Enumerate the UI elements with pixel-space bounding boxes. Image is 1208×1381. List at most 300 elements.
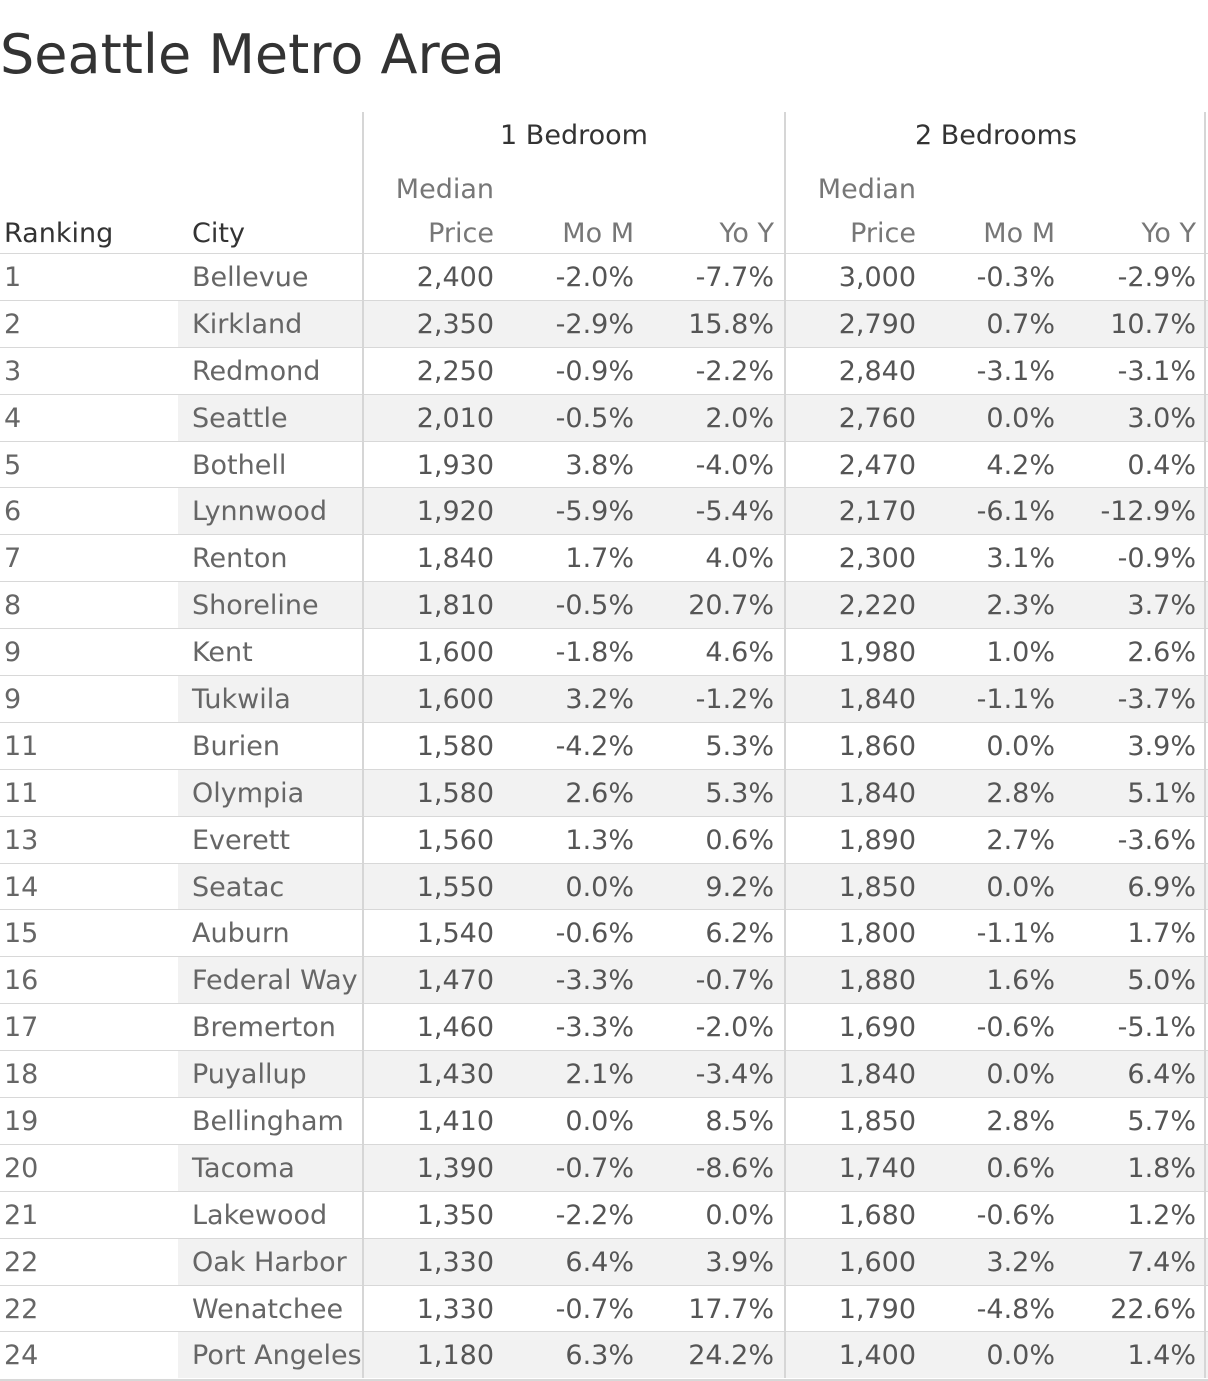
- cell-yoy-1br: 6.2%: [705, 918, 774, 950]
- column-divider: [784, 1002, 786, 1050]
- column-divider: [1204, 1096, 1206, 1144]
- cell-mom-1br: 0.0%: [565, 1106, 634, 1138]
- cell-mom-1br: -0.7%: [555, 1293, 634, 1325]
- cell-city: Lakewood: [192, 1199, 328, 1231]
- column-divider: [784, 1237, 786, 1285]
- cell-ranking: 18: [4, 1059, 39, 1091]
- cell-yoy-1br: 8.5%: [705, 1106, 774, 1138]
- cell-median-price-1br: 1,330: [416, 1293, 494, 1325]
- cell-city: Wenatchee: [192, 1293, 344, 1325]
- cell-mom-1br: 6.3%: [565, 1340, 634, 1372]
- column-divider: [362, 862, 364, 910]
- column-divider: [1204, 580, 1206, 628]
- cell-ranking: 8: [4, 590, 22, 622]
- table-row: [0, 1238, 1208, 1285]
- cell-ranking: 19: [4, 1106, 39, 1138]
- cell-median-price-1br: 2,350: [416, 308, 494, 340]
- cell-yoy-1br: 9.2%: [705, 871, 774, 903]
- cell-yoy-1br: 0.0%: [705, 1199, 774, 1231]
- column-divider: [362, 627, 364, 675]
- cell-city: Kirkland: [178, 301, 362, 347]
- cell-mom-1br: -0.6%: [555, 918, 634, 950]
- column-divider: [784, 393, 786, 441]
- cell-yoy-2br: -3.7%: [1117, 684, 1196, 716]
- cell-median-price-1br: 1,350: [416, 1199, 494, 1231]
- cell-yoy-2br: 3.0%: [1127, 402, 1196, 434]
- table-row: [0, 1144, 1208, 1191]
- column-divider: [362, 815, 364, 863]
- cell-mom-2br: 0.6%: [986, 1152, 1055, 1184]
- column-divider: [362, 908, 364, 956]
- table-row: [0, 909, 1208, 956]
- cell-mom-2br: -4.8%: [976, 1293, 1055, 1325]
- cell-yoy-2br: 5.7%: [1127, 1106, 1196, 1138]
- cell-city: Kent: [192, 637, 253, 669]
- column-divider: [1204, 299, 1206, 347]
- cell-yoy-1br: 2.0%: [705, 402, 774, 434]
- column-divider: [784, 955, 786, 1003]
- cell-yoy-1br: 17.7%: [688, 1293, 774, 1325]
- column-divider: [362, 1284, 364, 1332]
- column-divider: [1204, 393, 1206, 441]
- cell-mom-1br: 3.2%: [565, 684, 634, 716]
- cell-ranking: 17: [4, 1012, 39, 1044]
- table-row: [0, 487, 1208, 534]
- table-row: [0, 722, 1208, 769]
- cell-city: Seattle: [178, 395, 362, 441]
- column-divider: [784, 674, 786, 722]
- column-divider: [1204, 440, 1206, 488]
- cell-mom-1br: -4.2%: [555, 730, 634, 762]
- column-divider: [784, 1049, 786, 1097]
- cell-yoy-1br: 5.3%: [705, 777, 774, 809]
- cell-city: Bothell: [192, 449, 287, 481]
- cell-mom-2br: -0.6%: [976, 1012, 1055, 1044]
- cell-mom-1br: 1.7%: [565, 543, 634, 575]
- column-divider: [784, 1143, 786, 1191]
- cell-yoy-2br: -3.6%: [1117, 824, 1196, 856]
- cell-mom-2br: -3.1%: [976, 355, 1055, 387]
- column-divider: [784, 1096, 786, 1144]
- cell-median-price-1br: 1,810: [416, 590, 494, 622]
- cell-ranking: 21: [4, 1199, 39, 1231]
- cell-median-price-1br: 1,930: [416, 449, 494, 481]
- cell-median-price-1br: 1,180: [416, 1340, 494, 1372]
- table-row: [0, 347, 1208, 394]
- column-divider: [784, 908, 786, 956]
- cell-city: Redmond: [192, 355, 321, 387]
- cell-mom-2br: 1.6%: [986, 965, 1055, 997]
- cell-yoy-2br: 0.4%: [1127, 449, 1196, 481]
- cell-mom-1br: 1.3%: [565, 824, 634, 856]
- cell-mom-1br: 0.0%: [565, 871, 634, 903]
- cell-yoy-2br: 22.6%: [1110, 1293, 1196, 1325]
- cell-city: Bremerton: [192, 1012, 336, 1044]
- cell-mom-2br: -6.1%: [976, 496, 1055, 528]
- table-row: [0, 1331, 1208, 1378]
- cell-yoy-2br: 1.4%: [1127, 1340, 1196, 1372]
- cell-median-price-1br: 1,430: [416, 1059, 494, 1091]
- cell-ranking: 4: [4, 402, 22, 434]
- column-divider: [784, 346, 786, 394]
- table-row: [0, 769, 1208, 816]
- group-header-1-bedroom: 1 Bedroom: [500, 120, 648, 151]
- cell-median-price-1br: 1,330: [416, 1246, 494, 1278]
- cell-mom-1br: 3.8%: [565, 449, 634, 481]
- cell-yoy-1br: -7.7%: [695, 262, 774, 293]
- column-divider: [362, 1096, 364, 1144]
- cell-city: Port Angeles: [178, 1332, 362, 1378]
- column-divider: [784, 486, 786, 534]
- cell-mom-2br: 2.8%: [986, 1106, 1055, 1138]
- cell-ranking: 1: [4, 262, 22, 293]
- column-divider: [784, 533, 786, 581]
- col-header-price-2: Price: [850, 218, 916, 249]
- cell-median-price-2br: 1,840: [838, 684, 916, 716]
- col-header-median-2: Median: [817, 174, 916, 205]
- column-divider: [784, 721, 786, 769]
- cell-yoy-1br: 4.0%: [705, 543, 774, 575]
- cell-city: Oak Harbor: [178, 1239, 362, 1285]
- cell-yoy-2br: 7.4%: [1127, 1246, 1196, 1278]
- column-divider: [1204, 768, 1206, 816]
- cell-yoy-1br: -0.7%: [695, 965, 774, 997]
- column-divider: [1204, 533, 1206, 581]
- cell-yoy-2br: 6.4%: [1127, 1059, 1196, 1091]
- cell-yoy-1br: -3.4%: [695, 1059, 774, 1091]
- cell-city: Seatac: [178, 864, 362, 910]
- cell-mom-1br: -0.7%: [555, 1152, 634, 1184]
- cell-yoy-1br: 4.6%: [705, 637, 774, 669]
- cell-median-price-2br: 2,790: [838, 308, 916, 340]
- column-divider: [784, 252, 786, 300]
- cell-mom-1br: -2.9%: [555, 308, 634, 340]
- cell-yoy-1br: 20.7%: [688, 590, 774, 622]
- cell-mom-1br: -0.5%: [555, 402, 634, 434]
- cell-median-price-2br: 1,880: [838, 965, 916, 997]
- cell-ranking: 11: [4, 730, 39, 762]
- cell-median-price-1br: 1,580: [416, 777, 494, 809]
- table-row: [0, 1191, 1208, 1238]
- col-header-mom-2: Mo M: [983, 218, 1055, 249]
- cell-median-price-1br: 1,600: [416, 684, 494, 716]
- cell-median-price-2br: 1,840: [838, 777, 916, 809]
- column-divider: [362, 1049, 364, 1097]
- cell-median-price-2br: 1,400: [838, 1340, 916, 1372]
- cell-yoy-1br: 15.8%: [688, 308, 774, 340]
- cell-yoy-1br: -4.0%: [695, 449, 774, 481]
- column-divider: [784, 1190, 786, 1238]
- cell-ranking: 20: [4, 1152, 39, 1184]
- cell-city: Tukwila: [178, 676, 362, 722]
- column-divider: [362, 1237, 364, 1285]
- column-divider: [1204, 1284, 1206, 1332]
- cell-mom-2br: 2.3%: [986, 590, 1055, 622]
- cell-median-price-2br: 1,890: [838, 824, 916, 856]
- cell-yoy-2br: 1.8%: [1127, 1152, 1196, 1184]
- col-header-median-1: Median: [395, 174, 494, 205]
- cell-mom-2br: -0.3%: [976, 262, 1055, 293]
- col-header-price-1: Price: [428, 218, 494, 249]
- cell-median-price-2br: 2,300: [838, 543, 916, 575]
- cell-median-price-2br: 2,170: [838, 496, 916, 528]
- cell-mom-2br: 2.8%: [986, 777, 1055, 809]
- cell-ranking: 3: [4, 355, 22, 387]
- cell-mom-1br: -1.8%: [555, 637, 634, 669]
- cell-mom-1br: -2.2%: [555, 1199, 634, 1231]
- cell-mom-1br: -0.9%: [555, 355, 634, 387]
- column-divider: [784, 768, 786, 816]
- column-divider: [362, 299, 364, 347]
- column-divider: [1204, 1237, 1206, 1285]
- table-row: [0, 628, 1208, 675]
- cell-yoy-2br: 1.7%: [1127, 918, 1196, 950]
- cell-yoy-2br: 1.2%: [1127, 1199, 1196, 1231]
- column-divider: [362, 768, 364, 816]
- cell-median-price-2br: 1,740: [838, 1152, 916, 1184]
- cell-median-price-1br: 1,410: [416, 1106, 494, 1138]
- col-header-yoy-1: Yo Y: [719, 218, 774, 249]
- page-title: Seattle Metro Area: [0, 23, 505, 86]
- cell-mom-1br: 2.1%: [565, 1059, 634, 1091]
- cell-ranking: 22: [4, 1246, 39, 1278]
- cell-median-price-2br: 1,850: [838, 1106, 916, 1138]
- cell-median-price-2br: 1,850: [838, 871, 916, 903]
- cell-city: Bellingham: [192, 1106, 344, 1138]
- col-header-mom-1: Mo M: [562, 218, 634, 249]
- cell-yoy-2br: 5.1%: [1127, 777, 1196, 809]
- cell-city: Federal Way: [178, 957, 362, 1003]
- cell-city: Puyallup: [178, 1051, 362, 1097]
- cell-median-price-1br: 2,400: [416, 262, 494, 293]
- cell-yoy-2br: 3.9%: [1127, 730, 1196, 762]
- cell-median-price-2br: 1,690: [838, 1012, 916, 1044]
- column-divider: [1204, 955, 1206, 1003]
- column-divider: [362, 252, 364, 300]
- table-row: [0, 1285, 1208, 1332]
- cell-ranking: 2: [4, 308, 22, 340]
- column-divider: [784, 299, 786, 347]
- cell-yoy-2br: 2.6%: [1127, 637, 1196, 669]
- table-row: [0, 1097, 1208, 1144]
- cell-mom-1br: -0.5%: [555, 590, 634, 622]
- cell-mom-2br: -1.1%: [976, 684, 1055, 716]
- column-divider: [362, 486, 364, 534]
- group-header-2-bedrooms: 2 Bedrooms: [915, 120, 1077, 151]
- cell-median-price-1br: 1,390: [416, 1152, 494, 1184]
- column-divider: [362, 1002, 364, 1050]
- table-body: [0, 253, 1208, 1378]
- cell-ranking: 9: [4, 637, 22, 669]
- cell-mom-2br: 0.0%: [986, 730, 1055, 762]
- cell-ranking: 22: [4, 1293, 39, 1325]
- column-divider: [1204, 908, 1206, 956]
- cell-yoy-1br: -2.0%: [695, 1012, 774, 1044]
- cell-mom-2br: 4.2%: [986, 449, 1055, 481]
- column-divider: [362, 1190, 364, 1238]
- cell-yoy-2br: -3.1%: [1117, 355, 1196, 387]
- cell-ranking: 15: [4, 918, 39, 950]
- cell-median-price-1br: 2,250: [416, 355, 494, 387]
- column-divider: [784, 862, 786, 910]
- column-divider: [784, 627, 786, 675]
- cell-city: Auburn: [192, 918, 290, 950]
- cell-yoy-1br: 24.2%: [688, 1340, 774, 1372]
- cell-mom-1br: 6.4%: [565, 1246, 634, 1278]
- table-row: [0, 1050, 1208, 1097]
- cell-median-price-1br: 1,470: [416, 965, 494, 997]
- column-divider: [362, 346, 364, 394]
- cell-yoy-2br: -2.9%: [1117, 262, 1196, 293]
- cell-mom-1br: -3.3%: [555, 1012, 634, 1044]
- column-divider: [1204, 1049, 1206, 1097]
- cell-median-price-2br: 2,840: [838, 355, 916, 387]
- cell-yoy-1br: 3.9%: [705, 1246, 774, 1278]
- column-divider: [362, 674, 364, 722]
- cell-ranking: 6: [4, 496, 22, 528]
- table-row: [0, 253, 1208, 300]
- col-header-yoy-2: Yo Y: [1141, 218, 1196, 249]
- column-divider: [362, 1143, 364, 1191]
- cell-yoy-1br: -2.2%: [695, 355, 774, 387]
- column-divider: [1204, 627, 1206, 675]
- cell-mom-2br: 0.7%: [986, 308, 1055, 340]
- column-divider: [362, 533, 364, 581]
- table-row: [0, 441, 1208, 488]
- cell-median-price-2br: 1,860: [838, 730, 916, 762]
- table-header: [0, 112, 1208, 252]
- cell-ranking: 16: [4, 965, 39, 997]
- cell-yoy-1br: 5.3%: [705, 730, 774, 762]
- column-divider: [784, 1330, 786, 1378]
- cell-mom-2br: -0.6%: [976, 1199, 1055, 1231]
- cell-mom-1br: -3.3%: [555, 965, 634, 997]
- column-divider: [1204, 252, 1206, 300]
- table-row: [0, 300, 1208, 347]
- column-divider: [1204, 721, 1206, 769]
- cell-ranking: 11: [4, 777, 39, 809]
- column-divider: [362, 721, 364, 769]
- cell-yoy-1br: -5.4%: [695, 496, 774, 528]
- column-divider: [1204, 815, 1206, 863]
- cell-yoy-2br: 3.7%: [1127, 590, 1196, 622]
- cell-yoy-1br: -1.2%: [695, 684, 774, 716]
- cell-median-price-2br: 1,800: [838, 918, 916, 950]
- table-row: [0, 956, 1208, 1003]
- cell-city: Burien: [192, 730, 280, 762]
- cell-median-price-2br: 1,600: [838, 1246, 916, 1278]
- cell-median-price-1br: 1,920: [416, 496, 494, 528]
- cell-mom-1br: -2.0%: [555, 262, 634, 293]
- cell-median-price-1br: 1,540: [416, 918, 494, 950]
- cell-median-price-2br: 2,760: [838, 402, 916, 434]
- cell-median-price-2br: 2,220: [838, 590, 916, 622]
- column-divider: [1204, 1143, 1206, 1191]
- column-divider: [1204, 1002, 1206, 1050]
- cell-yoy-2br: -5.1%: [1117, 1012, 1196, 1044]
- column-divider: [362, 393, 364, 441]
- cell-city: Lynnwood: [178, 488, 362, 534]
- cell-mom-2br: 1.0%: [986, 637, 1055, 669]
- cell-city: Bellevue: [192, 262, 309, 293]
- cell-ranking: 14: [4, 871, 39, 903]
- cell-ranking: 13: [4, 824, 39, 856]
- cell-median-price-2br: 2,470: [838, 449, 916, 481]
- cell-median-price-1br: 1,600: [416, 637, 494, 669]
- column-divider: [784, 815, 786, 863]
- table-row: [0, 394, 1208, 441]
- table-row: [0, 816, 1208, 863]
- cell-city: Olympia: [178, 770, 362, 816]
- cell-ranking: 9: [4, 684, 22, 716]
- cell-median-price-1br: 1,840: [416, 543, 494, 575]
- cell-median-price-1br: 2,010: [416, 402, 494, 434]
- cell-ranking: 5: [4, 449, 22, 481]
- cell-mom-1br: -5.9%: [555, 496, 634, 528]
- column-divider: [1204, 346, 1206, 394]
- cell-city: Tacoma: [178, 1145, 362, 1191]
- cell-mom-2br: 0.0%: [986, 1340, 1055, 1372]
- table-row: [0, 675, 1208, 722]
- cell-median-price-2br: 1,790: [838, 1293, 916, 1325]
- table-row: [0, 863, 1208, 910]
- cell-median-price-2br: 3,000: [838, 262, 916, 293]
- column-divider: [1204, 1330, 1206, 1378]
- column-divider: [362, 580, 364, 628]
- cell-city: Shoreline: [178, 582, 362, 628]
- column-divider: [362, 440, 364, 488]
- table-row: [0, 1003, 1208, 1050]
- col-header-city: City: [192, 218, 245, 249]
- cell-median-price-1br: 1,550: [416, 871, 494, 903]
- col-header-ranking: Ranking: [4, 218, 114, 249]
- column-divider: [1204, 486, 1206, 534]
- cell-median-price-2br: 1,680: [838, 1199, 916, 1231]
- column-divider: [784, 440, 786, 488]
- cell-mom-2br: 0.0%: [986, 1059, 1055, 1091]
- cell-mom-2br: 3.1%: [986, 543, 1055, 575]
- cell-mom-2br: 0.0%: [986, 871, 1055, 903]
- cell-yoy-2br: -12.9%: [1100, 496, 1196, 528]
- cell-city: Everett: [192, 824, 290, 856]
- cell-median-price-2br: 1,840: [838, 1059, 916, 1091]
- cell-median-price-1br: 1,560: [416, 824, 494, 856]
- cell-median-price-2br: 1,980: [838, 637, 916, 669]
- cell-yoy-1br: -8.6%: [695, 1152, 774, 1184]
- column-divider: [784, 580, 786, 628]
- cell-yoy-2br: -0.9%: [1117, 543, 1196, 575]
- cell-median-price-1br: 1,580: [416, 730, 494, 762]
- cell-yoy-2br: 6.9%: [1127, 871, 1196, 903]
- cell-mom-2br: -1.1%: [976, 918, 1055, 950]
- column-divider: [1204, 862, 1206, 910]
- table-row: [0, 581, 1208, 628]
- cell-mom-2br: 3.2%: [986, 1246, 1055, 1278]
- cell-mom-1br: 2.6%: [565, 777, 634, 809]
- cell-median-price-1br: 1,460: [416, 1012, 494, 1044]
- cell-yoy-2br: 5.0%: [1127, 965, 1196, 997]
- cell-yoy-2br: 10.7%: [1110, 308, 1196, 340]
- table-row: [0, 534, 1208, 581]
- column-divider: [1204, 674, 1206, 722]
- cell-mom-2br: 2.7%: [986, 824, 1055, 856]
- cell-ranking: 7: [4, 543, 22, 575]
- column-divider: [1204, 1190, 1206, 1238]
- cell-yoy-1br: 0.6%: [705, 824, 774, 856]
- cell-mom-2br: 0.0%: [986, 402, 1055, 434]
- column-divider: [362, 955, 364, 1003]
- cell-ranking: 24: [4, 1340, 39, 1372]
